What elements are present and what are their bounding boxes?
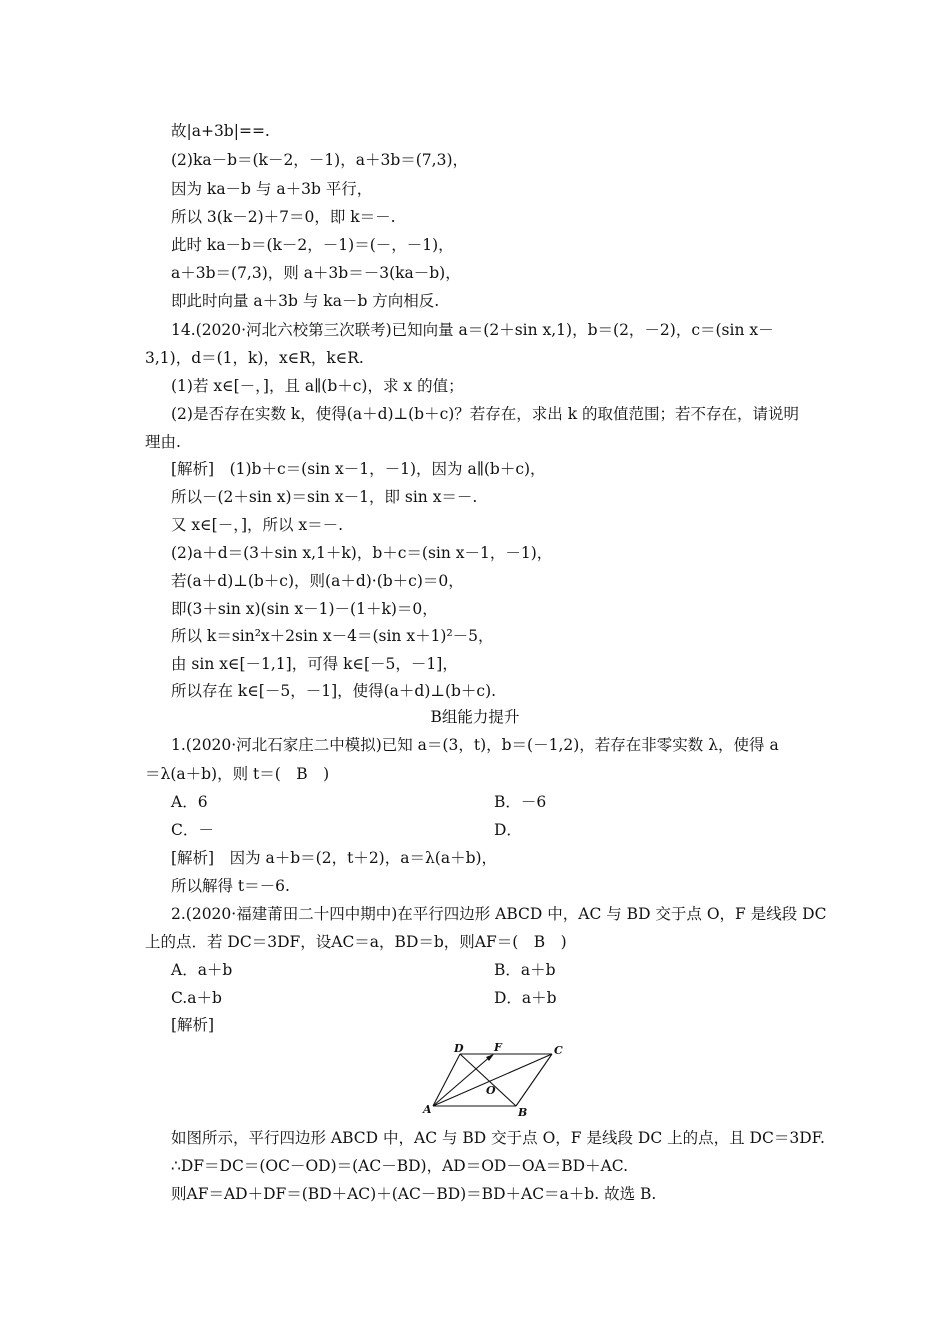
problem-14-part-1: (1)若 x∈[－，]，且 a∥(b＋c)，求 x 的值； [171, 377, 464, 395]
problem-14-part-2: (2)是否存在实数 k，使得(a＋d)⊥(b＋c)？若存在，求出 k 的取值范围；若不存在，请说明 [171, 405, 800, 423]
solution-line: 如图所示，平行四边形 ABCD 中，AC 与 BD 交于点 O，F 是线段 DC 上的点，且 DC＝3DF. [171, 1129, 825, 1147]
solution-line: [解析] 因为 a＋b＝(2，t＋2)，a＝λ(a＋b)， [171, 849, 498, 867]
label-f: F [494, 1042, 502, 1054]
text-line: 所以 3(k－2)＋7＝0，即 k＝－. [171, 208, 396, 226]
solution-line: 所以解得 t＝－6. [171, 877, 290, 895]
label-b: B [518, 1106, 528, 1118]
parallelogram-figure [420, 1042, 566, 1118]
edge-ad [433, 1054, 460, 1106]
text-line: (2)ka－b＝(k－2，－1)，a＋3b＝(7,3)， [171, 151, 468, 169]
option-d: D． [494, 821, 522, 839]
problem-1-line: 1.(2020·河北石家庄二中模拟)已知 a＝(3，t)，b＝(－1,2)，若存在非零实数 λ，使得 a [171, 736, 779, 754]
solution-line: 所以 k＝sin²x＋2sin x－4＝(sin x＋1)²－5， [171, 627, 494, 645]
text-line: 即此时向量 a＋3b 与 ka－b 方向相反. [171, 292, 440, 310]
text-line: 此时 ka－b＝(k－2，－1)＝(－，－1)， [171, 236, 454, 254]
solution-line: (2)a＋d＝(3＋sin x,1＋k)，b＋c＝(sin x－1，－1)， [171, 544, 553, 562]
option-d: D．a＋b [494, 989, 557, 1007]
solution-line: ∴DF＝DC＝(OC－OD)＝(AC－BD)，AD＝OD－OA＝BD＋AC. [171, 1157, 628, 1175]
text-line: 因为 ka－b 与 a＋3b 平行， [171, 180, 373, 198]
problem-14-part-2: 理由. [145, 433, 181, 451]
solution-line: 若(a＋d)⊥(b＋c)，则(a＋d)·(b＋c)＝0， [171, 572, 464, 590]
solution-line: 即(3＋sin x)(sin x－1)－(1＋k)＝0， [171, 600, 438, 618]
label-o: O [486, 1084, 496, 1097]
option-a: A．a＋b [171, 961, 233, 979]
solution-line: [解析] (1)b＋c＝(sin x－1，－1)，因为 a∥(b＋c)， [171, 460, 546, 478]
option-c: C．－ [171, 821, 214, 839]
arrow-head-icon [486, 1054, 494, 1061]
label-a: A [423, 1103, 432, 1116]
text-line: a＋3b＝(7,3)，则 a＋3b＝－3(ka－b)， [171, 264, 461, 282]
solution-line: 又 x∈[－，]，所以 x＝－. [171, 516, 344, 534]
solution-label: [解析] [171, 1016, 215, 1034]
problem-1-line: ＝λ(a＋b)，则 t＝( B ) [145, 765, 330, 783]
section-heading: B组能力提升 [430, 708, 520, 726]
solution-line: 所以－(2＋sin x)＝sin x－1，即 sin x＝－. [171, 488, 478, 506]
segment-af [433, 1055, 492, 1106]
option-c: C.a＋b [171, 989, 222, 1007]
solution-line: 由 sin x∈[－1,1]，可得 k∈[－5，－1]， [171, 655, 458, 673]
option-b: B．a＋b [494, 961, 556, 979]
option-b: B．－6 [494, 793, 547, 811]
label-c: C [554, 1044, 563, 1057]
solution-line: 则AF＝AD＋DF＝(BD＋AC)＋(AC－BD)＝BD＋AC＝a＋b. 故选 B. [171, 1185, 657, 1203]
diagonal-bd [460, 1054, 516, 1106]
option-a: A．6 [171, 793, 208, 811]
problem-2-line: 上的点．若 DC＝3DF，设AC＝a，BD＝b，则AF＝( B ) [145, 933, 567, 951]
problem-14-line: 3,1)，d＝(1，k)，x∈R，k∈R. [145, 349, 364, 367]
solution-line: 所以存在 k∈[－5，－1]，使得(a＋d)⊥(b＋c). [171, 682, 497, 700]
problem-2-line: 2.(2020·福建莆田二十四中期中)在平行四边形 ABCD 中，AC 与 BD 交于点 O，F 是线段 DC [171, 905, 827, 923]
label-d: D [454, 1042, 464, 1055]
problem-14-line: 14.(2020·河北六校第三次联考)已知向量 a＝(2＋sin x,1)，b＝(2，－2)，c＝(sin x－ [171, 321, 774, 339]
text-line: 故|a+3b|==. [171, 122, 270, 140]
